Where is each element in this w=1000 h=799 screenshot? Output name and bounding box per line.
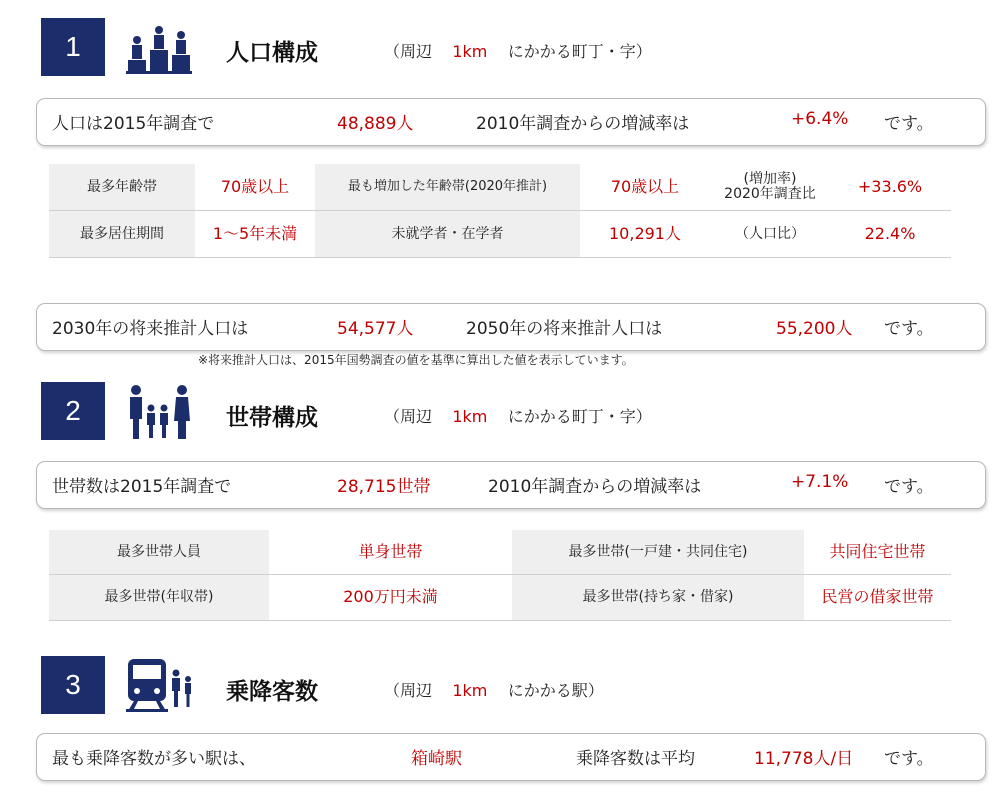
household-summary-lead: 世帯数は2015年調査で (52, 477, 232, 497)
household-rate-value: +7.1% (791, 472, 849, 492)
table1-bottom (49, 257, 951, 258)
household-value: 28,715世帯 (337, 477, 431, 497)
table1-r1-rate-label: (増加率) 2020年調査比 (724, 171, 816, 202)
population-summary-lead: 人口は2015年調査で (52, 114, 215, 134)
section-3-title: 乗降客数 (226, 679, 318, 705)
table1-r2-label: 最多居住期間 (49, 211, 195, 257)
table2-r2-value: 200万円未満 (343, 587, 438, 607)
population-rate-label: 2010年調査からの増減率は (476, 114, 690, 134)
table1-r1-rate-value: +33.6% (857, 176, 923, 196)
population-value: 48,889人 (337, 114, 414, 134)
future-summary-tail: です。 (884, 319, 934, 339)
household-rate-label: 2010年調査からの増減率は (488, 477, 702, 497)
station-summary-lead: 最も乗降客数が多い駅は、 (52, 749, 256, 769)
table2-r1-value2: 共同住宅世帯 (829, 541, 926, 561)
future-note: ※将来推計人口は、2015年国勢調査の値を基準に算出した値を表示しています。 (198, 353, 634, 367)
section-2-subtitle: （周辺 1km にかかる町丁・字） (384, 407, 652, 426)
section-3-number: 3 (41, 656, 105, 714)
section-1-title: 人口構成 (226, 40, 318, 66)
table1-r2-label2: 未就学者・在学者 (315, 211, 580, 257)
future-2030-label: 2030年の将来推計人口は (52, 319, 249, 339)
section-1-number: 1 (41, 18, 105, 76)
population-summary-tail: です。 (884, 114, 934, 134)
table2-r2-value2: 民営の借家世帯 (821, 587, 934, 607)
table1-r1-label: 最多年齢帯 (49, 164, 195, 210)
table1-r2-value2: 10,291人 (609, 223, 681, 243)
station-name: 箱崎駅 (411, 749, 462, 769)
section-1-subtitle: （周辺 1km にかかる町丁・字） (384, 42, 652, 61)
table2-r2-label: 最多世帯(年収帯) (49, 575, 269, 620)
table2-r2-label2: 最多世帯(持ち家・借家) (512, 575, 804, 620)
station-avg-value: 11,778人/日 (754, 749, 854, 769)
section-2-number: 2 (41, 382, 105, 440)
future-2050-value: 55,200人 (776, 319, 853, 339)
station-avg-label: 乗降客数は平均 (576, 749, 695, 769)
table2-bottom (49, 620, 951, 621)
future-2050-label: 2050年の将来推計人口は (466, 319, 663, 339)
table2-r1-value: 単身世帯 (358, 541, 423, 561)
podium-people-icon (126, 20, 192, 76)
train-people-icon (126, 657, 196, 715)
table1-r1-value: 70歳以上 (220, 176, 290, 196)
table1-r1-label2: 最も増加した年齢帯(2020年推計) (315, 164, 580, 210)
table1-r2-ratio-value: 22.4% (864, 223, 916, 243)
table1-r2-value: 1～5年未満 (212, 223, 298, 243)
table1-r2-ratio-label: （人口比） (735, 225, 805, 242)
section-2-title: 世帯構成 (226, 405, 318, 431)
household-summary-tail: です。 (884, 477, 934, 497)
future-2030-value: 54,577人 (337, 319, 414, 339)
station-summary-tail: です。 (884, 749, 934, 769)
section-3-subtitle: （周辺 1km にかかる駅） (384, 681, 604, 700)
table2-r1-label2: 最多世帯(一戸建・共同住宅) (512, 530, 804, 574)
table1-r1-value2: 70歳以上 (610, 176, 680, 196)
table2-r1-label: 最多世帯人員 (49, 530, 269, 574)
population-rate-value: +6.4% (791, 109, 849, 129)
family-icon (126, 384, 192, 442)
